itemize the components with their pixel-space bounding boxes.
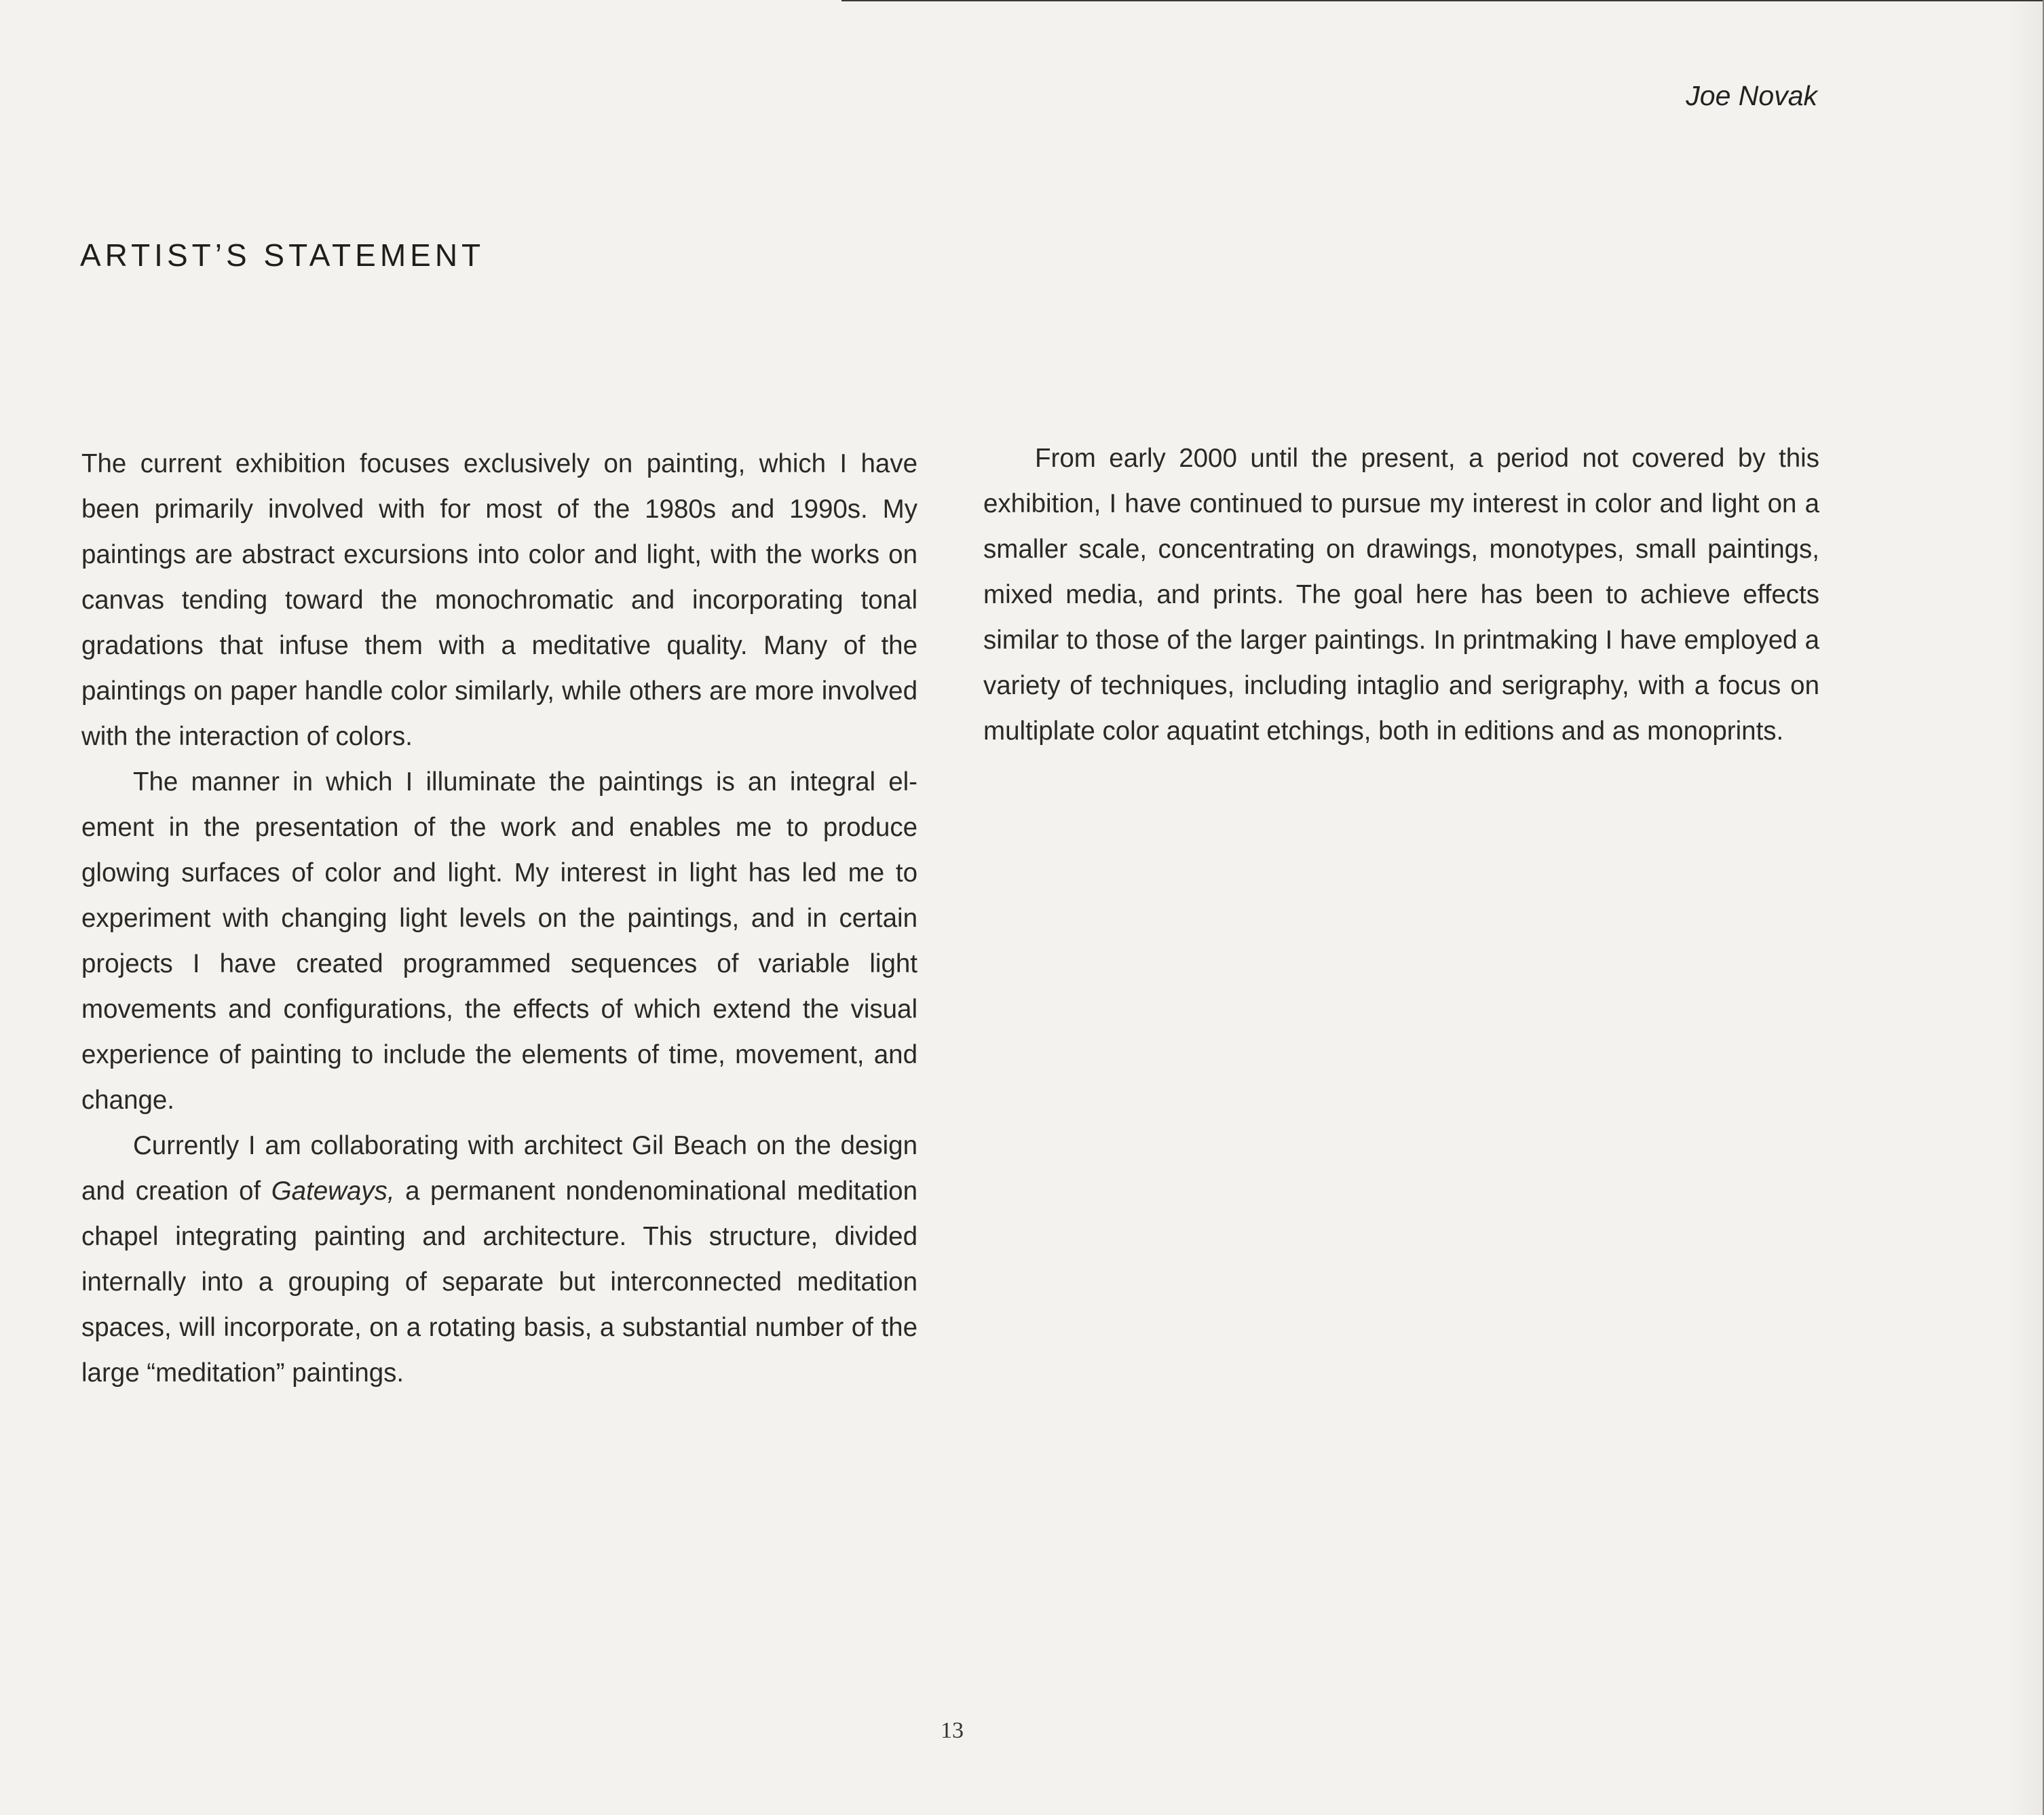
paragraph-text: a permanent nondenominational meditation chapel integrating painting and architecture. This structure, divided internally into a grouping of separate but interconnected meditation spaces, will incorporate, on a rotating basis, a substantial number of the large “meditation” paintings. (81, 1177, 917, 1388)
paragraph: The manner in which I illuminate the paintings is an integral element in the presentation of the work and enables me to produce glowing surfaces of color and light. My interest in light has led me to experiment with changing light levels on the paintings, and in certain projects I have created programmed sequences of variable light movements and configurations, the effects of which extend the visual experience of painting to include the elements of time, movement, and change. (81, 767, 917, 1115)
page-number: 13 (941, 1718, 964, 1743)
page-shadow (2009, 0, 2044, 1815)
author-name: Joe Novak (1686, 80, 1817, 111)
right-column (983, 436, 1819, 754)
section-heading: ARTIST’S STATEMENT (80, 237, 485, 273)
italic-title: Gateways, (271, 1177, 395, 1206)
paragraph (81, 1123, 917, 1396)
page-edge (841, 0, 2044, 1)
paragraph-text: Currently I am collaborating with architect Gil Beach on the design and creation of (81, 1131, 917, 1206)
paragraph: The current exhibition focuses exclusively on painting, which I have been primarily involved with for most of the 1980s and 1990s. My paintings are abstract excursions into color and light, with the works on canvas tending toward the monochromatic and incorporating tonal gradations that infuse them with a meditative quality. Many of the paintings on paper handle color similarly, while others are more involved with the interaction of colors. (81, 449, 917, 751)
left-column (81, 441, 917, 1396)
paragraph: From early 2000 until the present, a period not covered by this exhibition, I have continued to pursue my interest in color and light on a smaller scale, concentrating on drawings, monotypes, small paintings, mixed media, and prints. The goal here has been to achieve effects similar to those of the larger paintings. In printmaking I have employed a variety of techniques, including intaglio and serigraphy, with a focus on multiplate color aquatint etchings, both in editions and as monoprints. (983, 444, 1819, 746)
